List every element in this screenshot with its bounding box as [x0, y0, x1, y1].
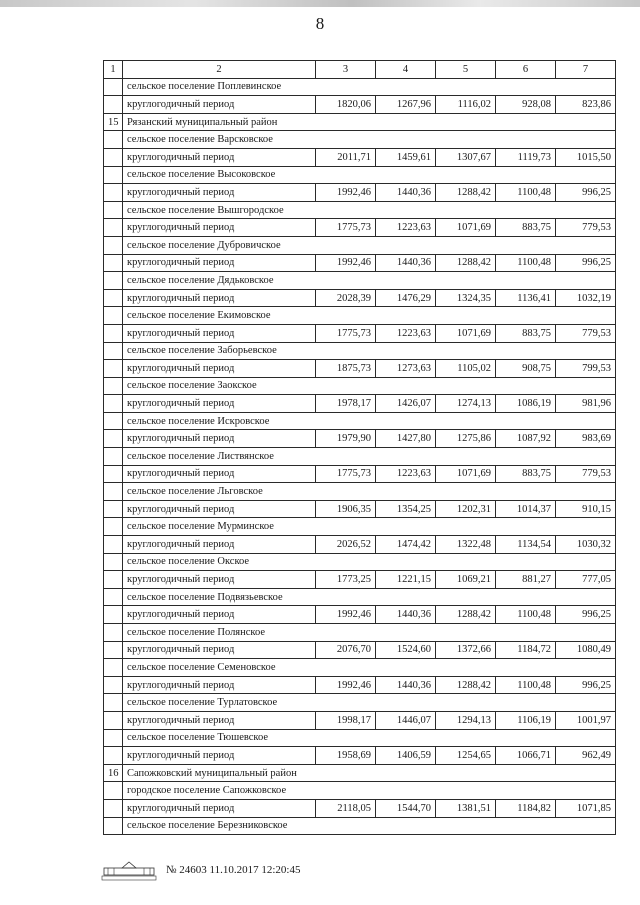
value-cell: 996,25 [556, 676, 616, 694]
value-cell: 1288,42 [436, 184, 496, 202]
value-cell: 996,25 [556, 184, 616, 202]
row-number-cell [104, 96, 123, 114]
table-row [104, 324, 616, 342]
section-label-cell: сельское поселение Льговское [123, 483, 616, 501]
value-cell: 881,27 [496, 571, 556, 589]
value-cell: 779,53 [556, 465, 616, 483]
period-label-cell: круглогодичный период [123, 536, 316, 554]
value-cell: 1773,25 [316, 571, 376, 589]
value-cell: 1354,25 [376, 500, 436, 518]
value-cell: 2118,05 [316, 799, 376, 817]
row-number-cell [104, 782, 123, 800]
section-label-cell: Рязанский муниципальный район [123, 113, 616, 131]
table-row [104, 518, 616, 536]
section-label-cell: городское поселение Сапожковское [123, 782, 616, 800]
period-label-cell: круглогодичный период [123, 571, 316, 589]
row-number-cell [104, 711, 123, 729]
column-header: 3 [316, 61, 376, 79]
section-label-cell: сельское поселение Варсковское [123, 131, 616, 149]
value-cell: 1906,35 [316, 500, 376, 518]
value-cell: 1100,48 [496, 184, 556, 202]
value-cell: 1071,69 [436, 465, 496, 483]
row-number-cell [104, 254, 123, 272]
section-label-cell: сельское поселение Турлатовское [123, 694, 616, 712]
value-cell: 1275,86 [436, 430, 496, 448]
period-label-cell: круглогодичный период [123, 641, 316, 659]
value-cell: 1294,13 [436, 711, 496, 729]
value-cell: 1267,96 [376, 96, 436, 114]
column-header: 7 [556, 61, 616, 79]
value-cell: 1446,07 [376, 711, 436, 729]
value-cell: 2026,52 [316, 536, 376, 554]
table-row [104, 536, 616, 554]
value-cell: 928,08 [496, 96, 556, 114]
value-cell: 1381,51 [436, 799, 496, 817]
registry-stamp-logo [100, 859, 158, 881]
value-cell: 1992,46 [316, 184, 376, 202]
table-row [104, 360, 616, 378]
value-cell: 1426,07 [376, 395, 436, 413]
period-label-cell: круглогодичный период [123, 360, 316, 378]
value-cell: 1440,36 [376, 184, 436, 202]
column-header: 4 [376, 61, 436, 79]
value-cell: 910,15 [556, 500, 616, 518]
value-cell: 1100,48 [496, 606, 556, 624]
row-number-cell [104, 131, 123, 149]
table-row [104, 747, 616, 765]
period-label-cell: круглогодичный период [123, 799, 316, 817]
value-cell: 1440,36 [376, 606, 436, 624]
value-cell: 1032,19 [556, 289, 616, 307]
value-cell: 1440,36 [376, 254, 436, 272]
value-cell: 1134,54 [496, 536, 556, 554]
period-label-cell: круглогодичный период [123, 219, 316, 237]
section-label-cell: сельское поселение Подвязьевское [123, 588, 616, 606]
value-cell: 1184,82 [496, 799, 556, 817]
period-label-cell: круглогодичный период [123, 96, 316, 114]
section-label-cell: сельское поселение Березниковское [123, 817, 616, 835]
value-cell: 1001,97 [556, 711, 616, 729]
section-label-cell: сельское поселение Екимовское [123, 307, 616, 325]
period-label-cell: круглогодичный период [123, 500, 316, 518]
value-cell: 779,53 [556, 324, 616, 342]
row-number-cell [104, 536, 123, 554]
row-number-cell [104, 236, 123, 254]
row-number-cell [104, 342, 123, 360]
value-cell: 1273,63 [376, 360, 436, 378]
value-cell: 1106,19 [496, 711, 556, 729]
value-cell: 1288,42 [436, 254, 496, 272]
period-label-cell: круглогодичный период [123, 395, 316, 413]
row-number-cell [104, 641, 123, 659]
value-cell: 1014,37 [496, 500, 556, 518]
section-label-cell: сельское поселение Полянское [123, 624, 616, 642]
value-cell: 1775,73 [316, 324, 376, 342]
tariff-table [103, 60, 616, 835]
table-row [104, 483, 616, 501]
row-number-cell [104, 799, 123, 817]
section-label-cell: сельское поселение Листвянское [123, 448, 616, 466]
period-label-cell: круглогодичный период [123, 747, 316, 765]
document-footer [100, 857, 300, 883]
table-row [104, 659, 616, 677]
value-cell: 1979,90 [316, 430, 376, 448]
column-header: 5 [436, 61, 496, 79]
table-row [104, 764, 616, 782]
table-row [104, 694, 616, 712]
value-cell: 2076,70 [316, 641, 376, 659]
value-cell: 908,75 [496, 360, 556, 378]
value-cell: 1406,59 [376, 747, 436, 765]
row-number-cell [104, 430, 123, 448]
table-row [104, 606, 616, 624]
period-label-cell: круглогодичный период [123, 324, 316, 342]
row-number-cell [104, 518, 123, 536]
row-number-cell [104, 747, 123, 765]
value-cell: 1978,17 [316, 395, 376, 413]
value-cell: 1116,02 [436, 96, 496, 114]
value-cell: 1184,72 [496, 641, 556, 659]
value-cell: 1958,69 [316, 747, 376, 765]
value-cell: 1071,69 [436, 324, 496, 342]
row-number-cell [104, 201, 123, 219]
value-cell: 1474,42 [376, 536, 436, 554]
table-row [104, 588, 616, 606]
row-number-cell [104, 676, 123, 694]
row-number-cell [104, 184, 123, 202]
period-label-cell: круглогодичный период [123, 465, 316, 483]
value-cell: 1100,48 [496, 676, 556, 694]
value-cell: 1820,06 [316, 96, 376, 114]
value-cell: 1775,73 [316, 219, 376, 237]
row-number-cell: 16 [104, 764, 123, 782]
table-row [104, 131, 616, 149]
row-number-cell [104, 500, 123, 518]
value-cell: 883,75 [496, 465, 556, 483]
table-row [104, 342, 616, 360]
value-cell: 1324,35 [436, 289, 496, 307]
row-number-cell [104, 395, 123, 413]
row-number-cell [104, 729, 123, 747]
value-cell: 1223,63 [376, 324, 436, 342]
value-cell: 1288,42 [436, 676, 496, 694]
table-row [104, 799, 616, 817]
value-cell: 1372,66 [436, 641, 496, 659]
registration-number: № 24603 11.10.2017 12:20:45 [166, 864, 301, 876]
table-body [104, 78, 616, 835]
row-number-cell [104, 659, 123, 677]
value-cell: 1544,70 [376, 799, 436, 817]
table-row [104, 236, 616, 254]
value-cell: 883,75 [496, 219, 556, 237]
table-row [104, 624, 616, 642]
section-label-cell: Сапожковский муниципальный район [123, 764, 616, 782]
value-cell: 981,96 [556, 395, 616, 413]
table-row [104, 307, 616, 325]
value-cell: 996,25 [556, 254, 616, 272]
table-row [104, 289, 616, 307]
value-cell: 1254,65 [436, 747, 496, 765]
section-label-cell: сельское поселение Мурминское [123, 518, 616, 536]
value-cell: 1775,73 [316, 465, 376, 483]
table-row [104, 412, 616, 430]
value-cell: 1440,36 [376, 676, 436, 694]
section-label-cell: сельское поселение Дядьковское [123, 272, 616, 290]
column-header: 6 [496, 61, 556, 79]
value-cell: 1086,19 [496, 395, 556, 413]
row-number-cell: 15 [104, 113, 123, 131]
row-number-cell [104, 448, 123, 466]
table-row [104, 166, 616, 184]
period-label-cell: круглогодичный период [123, 289, 316, 307]
table-row [104, 448, 616, 466]
table-row [104, 571, 616, 589]
value-cell: 1427,80 [376, 430, 436, 448]
value-cell: 1069,21 [436, 571, 496, 589]
table-row [104, 254, 616, 272]
row-number-cell [104, 694, 123, 712]
period-label-cell: круглогодичный период [123, 676, 316, 694]
row-number-cell [104, 78, 123, 96]
value-cell: 1030,32 [556, 536, 616, 554]
value-cell: 1992,46 [316, 254, 376, 272]
row-number-cell [104, 624, 123, 642]
table-row [104, 430, 616, 448]
period-label-cell: круглогодичный период [123, 184, 316, 202]
section-label-cell: сельское поселение Искровское [123, 412, 616, 430]
value-cell: 1105,02 [436, 360, 496, 378]
row-number-cell [104, 289, 123, 307]
row-number-cell [104, 219, 123, 237]
period-label-cell: круглогодичный период [123, 254, 316, 272]
value-cell: 2028,39 [316, 289, 376, 307]
value-cell: 1221,15 [376, 571, 436, 589]
row-number-cell [104, 324, 123, 342]
value-cell: 1992,46 [316, 606, 376, 624]
value-cell: 1875,73 [316, 360, 376, 378]
value-cell: 996,25 [556, 606, 616, 624]
value-cell: 823,86 [556, 96, 616, 114]
table-row [104, 465, 616, 483]
table-row [104, 553, 616, 571]
row-number-cell [104, 377, 123, 395]
table-row [104, 377, 616, 395]
section-label-cell: сельское поселение Тюшевское [123, 729, 616, 747]
section-label-cell: сельское поселение Поплевинское [123, 78, 616, 96]
table-row [104, 395, 616, 413]
value-cell: 1202,31 [436, 500, 496, 518]
row-number-cell [104, 272, 123, 290]
value-cell: 1307,67 [436, 148, 496, 166]
period-label-cell: круглогодичный период [123, 606, 316, 624]
value-cell: 1223,63 [376, 219, 436, 237]
value-cell: 1087,92 [496, 430, 556, 448]
value-cell: 799,53 [556, 360, 616, 378]
row-number-cell [104, 606, 123, 624]
row-number-cell [104, 307, 123, 325]
row-number-cell [104, 553, 123, 571]
value-cell: 1998,17 [316, 711, 376, 729]
section-label-cell: сельское поселение Вышгородское [123, 201, 616, 219]
value-cell: 1322,48 [436, 536, 496, 554]
column-header: 2 [123, 61, 316, 79]
row-number-cell [104, 817, 123, 835]
row-number-cell [104, 166, 123, 184]
table-header-row [104, 61, 616, 79]
value-cell: 1015,50 [556, 148, 616, 166]
value-cell: 1100,48 [496, 254, 556, 272]
page-number: 8 [315, 14, 325, 33]
section-label-cell: сельское поселение Окское [123, 553, 616, 571]
table-row [104, 201, 616, 219]
value-cell: 1524,60 [376, 641, 436, 659]
table-row [104, 782, 616, 800]
table-row [104, 676, 616, 694]
value-cell: 1476,29 [376, 289, 436, 307]
value-cell: 983,69 [556, 430, 616, 448]
value-cell: 962,49 [556, 747, 616, 765]
table-row [104, 272, 616, 290]
value-cell: 1459,61 [376, 148, 436, 166]
table-row [104, 500, 616, 518]
value-cell: 1223,63 [376, 465, 436, 483]
value-cell: 1288,42 [436, 606, 496, 624]
row-number-cell [104, 483, 123, 501]
value-cell: 1119,73 [496, 148, 556, 166]
table-row [104, 78, 616, 96]
table-row [104, 113, 616, 131]
row-number-cell [104, 412, 123, 430]
period-label-cell: круглогодичный период [123, 148, 316, 166]
value-cell: 1136,41 [496, 289, 556, 307]
column-header: 1 [104, 61, 123, 79]
row-number-cell [104, 360, 123, 378]
scan-edge-shading [0, 0, 640, 7]
value-cell: 777,05 [556, 571, 616, 589]
table-row [104, 96, 616, 114]
table-row [104, 817, 616, 835]
section-label-cell: сельское поселение Заокское [123, 377, 616, 395]
row-number-cell [104, 148, 123, 166]
value-cell: 1274,13 [436, 395, 496, 413]
period-label-cell: круглогодичный период [123, 430, 316, 448]
section-label-cell: сельское поселение Семеновское [123, 659, 616, 677]
value-cell: 1080,49 [556, 641, 616, 659]
table-row [104, 711, 616, 729]
value-cell: 2011,71 [316, 148, 376, 166]
section-label-cell: сельское поселение Заборьевское [123, 342, 616, 360]
table-row [104, 219, 616, 237]
section-label-cell: сельское поселение Дубровичское [123, 236, 616, 254]
table-row [104, 641, 616, 659]
table-row [104, 729, 616, 747]
table-row [104, 184, 616, 202]
row-number-cell [104, 465, 123, 483]
period-label-cell: круглогодичный период [123, 711, 316, 729]
table-row [104, 148, 616, 166]
row-number-cell [104, 571, 123, 589]
value-cell: 1071,69 [436, 219, 496, 237]
value-cell: 883,75 [496, 324, 556, 342]
value-cell: 779,53 [556, 219, 616, 237]
row-number-cell [104, 588, 123, 606]
value-cell: 1071,85 [556, 799, 616, 817]
value-cell: 1992,46 [316, 676, 376, 694]
section-label-cell: сельское поселение Высоковское [123, 166, 616, 184]
value-cell: 1066,71 [496, 747, 556, 765]
